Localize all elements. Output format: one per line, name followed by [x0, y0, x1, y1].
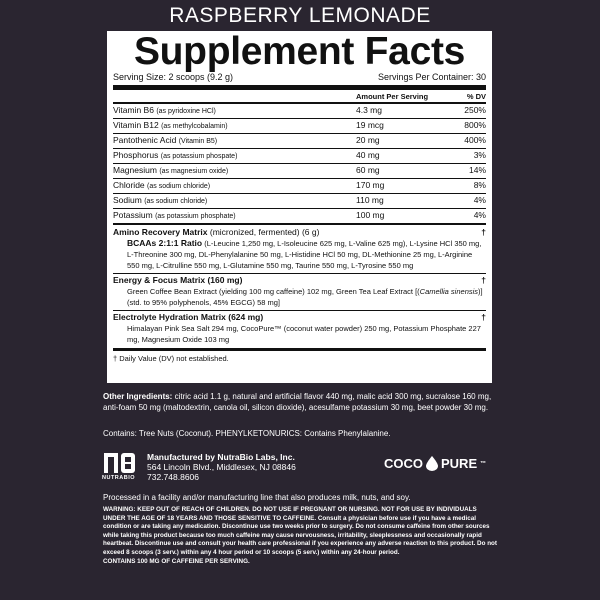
dagger-symbol: †	[481, 312, 486, 322]
nutrient-dv: 8%	[473, 180, 486, 190]
nutrient-name	[113, 104, 356, 118]
energy-matrix-name: Energy & Focus Matrix (160 mg)	[113, 275, 243, 285]
nutrient-label: Vitamin B6	[113, 105, 154, 115]
nutrient-amount: 100 mg	[356, 210, 385, 220]
nutrient-amount: 19 mcg	[356, 120, 384, 130]
divider-thick	[113, 85, 486, 90]
amino-matrix-qualifier: (micronized, fermented) (6 g)	[209, 227, 320, 237]
nutrient-label: Potassium	[113, 210, 153, 220]
nutrient-dv: 3%	[473, 150, 486, 160]
cocopure-trademark: ™	[480, 460, 487, 467]
nutrient-name	[113, 179, 356, 193]
dv-footnote: † Daily Value (DV) not established.	[113, 354, 229, 363]
nutrient-dv: 250%	[464, 105, 486, 115]
other-ingredients-text: citric acid 1.1 g, natural and artificial flavor 440 mg, malic acid 300 mg, sucralose 160 mg, anti-foam 50 mg (maltodextrin, canola oil, silicon dioxide), acesulfame potassium 30 mg, beet powder 30 mg.	[103, 392, 492, 412]
nutrient-amount: 40 mg	[356, 150, 380, 160]
nutrient-row	[113, 148, 486, 163]
energy-text-1: Green Coffee Bean Extract (yielding 100 mg caffeine) 102 mg, Green Tea Leaf Extract [(	[127, 287, 420, 296]
nutrient-row	[113, 163, 486, 178]
nutrient-label: Phosphorus	[113, 150, 159, 160]
supplement-facts-panel	[107, 31, 492, 383]
warning-statement	[103, 506, 498, 566]
manufacturer-name: Manufactured by NutraBio Labs, Inc.	[147, 452, 295, 462]
amino-matrix-name: Amino Recovery Matrix	[113, 227, 208, 237]
manufacturer-info	[147, 452, 296, 482]
energy-matrix-title	[113, 274, 486, 286]
nutrabio-logo-text: NUTRABIO	[102, 475, 136, 481]
nutrient-source: (as sodium chloride)	[147, 183, 211, 190]
nutrient-name	[113, 134, 356, 148]
facility-statement: Processed in a facility and/or manufacturing line that also produces milk, nuts, and soy.	[103, 493, 411, 502]
water-drop-icon	[426, 456, 438, 471]
manufacturer-phone: 732.748.8606	[147, 472, 199, 482]
nutrient-name	[113, 119, 356, 133]
nutrient-name	[113, 164, 356, 178]
amino-text: (L-Leucine 1,250 mg, L-Isoleucine 625 mg, L-Valine 625 mg), L-Lysine HCl 350 mg, L-Threonine 300 mg, DL-Phenylalanine 50 mg, L-Histidine HCl 50 mg, DL-Methionine 25 mg, L-Arginine 550 mg, L-Citrulline 550 mg, L-Glutamine 550 mg, Taurine 550 mg, L-Tyrosine 550 mg	[127, 239, 482, 270]
energy-text-italic: Camellia sinensis	[419, 287, 479, 296]
dagger-symbol: †	[481, 227, 486, 237]
panel-title: Supplement Facts	[133, 30, 466, 73]
dagger-symbol: †	[481, 275, 486, 285]
nutrient-label: Vitamin B12	[113, 120, 159, 130]
nutrient-row	[113, 193, 486, 208]
warning-text: WARNING: KEEP OUT OF REACH OF CHILDREN. DO NOT USE IF PREGNANT OR NURSING. NOT FOR USE BY INDIVIDUALS UNDER THE AGE OF 18 YEARS AND THOSE SENSITIVE TO CAFFEINE. Consult a physician before use if you have a medical condition or are taking any medication. Discontinue use two weeks prior to surgery. Do not consume caffeine from other sources while taking this product because too much caffeine may cause nervousness, irritability, sleeplessness and occasionally rapid heartbeat. Discontinue use and consult your health care professional if you experience any adverse reaction to this product. Do not exceed 8 scoops (3 serv.) within any 4 hour period or 10 scoops (5 serv.) within any 24-hour period.	[103, 506, 497, 556]
nutrient-source: (as sodium chloride)	[144, 198, 208, 205]
amino-matrix-title	[113, 226, 486, 238]
amount-header: Amount Per Serving	[356, 92, 429, 101]
nutrient-name	[113, 209, 356, 223]
nutrient-amount: 20 mg	[356, 135, 380, 145]
nutrient-dv: 14%	[468, 165, 486, 175]
other-ingredients	[103, 391, 498, 413]
nutrient-dv: 400%	[464, 135, 486, 145]
nutrient-name	[113, 194, 356, 208]
electrolyte-matrix-name: Electrolyte Hydration Matrix (624 mg)	[113, 312, 264, 322]
allergen-statement: Contains: Tree Nuts (Coconut). PHENYLKETONURICS: Contains Phenylalanine.	[103, 429, 391, 438]
nutrient-dv: 4%	[473, 210, 486, 220]
divider	[113, 223, 486, 225]
nutrient-row	[113, 178, 486, 193]
cocopure-logo	[384, 456, 486, 471]
nutrient-row	[113, 208, 486, 223]
caffeine-content: CONTAINS 100 MG OF CAFFEINE PER SERVING.	[103, 557, 250, 565]
divider-thick	[113, 348, 486, 351]
electrolyte-matrix-title	[113, 311, 486, 323]
manufacturer-address: 564 Lincoln Blvd., Middlesex, NJ 08846	[147, 462, 296, 472]
dv-header: % DV	[466, 92, 486, 101]
nutrient-source: (as potassium phospate)	[160, 153, 238, 160]
serving-size: Serving Size: 2 scoops (9.2 g)	[113, 72, 234, 82]
electrolyte-matrix-ingredients	[113, 323, 486, 345]
cocopure-left-text: COCO	[384, 456, 423, 471]
nutrient-label: Pantothenic Acid	[113, 135, 177, 145]
nutrient-amount: 110 mg	[356, 195, 384, 205]
energy-matrix-ingredients	[113, 286, 486, 308]
nutrient-label: Chloride	[113, 180, 145, 190]
cocopure-right-text: PURE	[441, 456, 478, 471]
nutrient-source: (as pyridoxine HCl)	[156, 108, 216, 115]
nutrient-name	[113, 149, 356, 163]
nutrient-amount: 4.3 mg	[356, 105, 382, 115]
serving-info	[113, 72, 486, 83]
other-ingredients-label: Other Ingredients:	[103, 392, 173, 401]
nutrient-dv: 800%	[464, 120, 486, 130]
nutrient-source: (as methylcobalamin)	[161, 123, 228, 130]
column-header	[113, 92, 486, 102]
nutrient-amount: 60 mg	[356, 165, 380, 175]
nutrient-row	[113, 133, 486, 148]
nutrient-table	[113, 104, 486, 223]
nutrient-source: (as potassium phosphate)	[155, 213, 236, 220]
flavor-name: RASPBERRY LEMONADE	[169, 4, 431, 27]
servings-per-container: Servings Per Container: 30	[377, 72, 486, 82]
nutrient-row	[113, 104, 486, 118]
nutrient-dv: 4%	[473, 195, 486, 205]
electrolyte-text: Himalayan Pink Sea Salt 294 mg, CocoPure™ (coconut water powder) 250 mg, Potassium Phosphate 227 mg, Magnesium Oxide 103 mg	[127, 324, 481, 344]
nutrient-row	[113, 118, 486, 133]
nutrient-label: Magnesium	[113, 165, 157, 175]
energy-text-2: )] (std. to 95% polyphenols, 45% EGCG) 58 mg]	[127, 287, 483, 307]
nutrient-source: (as magnesium oxide)	[159, 168, 229, 175]
nutrient-source: (Vitamin B5)	[178, 138, 218, 145]
nutrient-label: Sodium	[113, 195, 142, 205]
amino-matrix-ingredients	[113, 238, 486, 271]
nutrient-amount: 170 mg	[356, 180, 385, 190]
bcaa-label: BCAAs 2:1:1 Ratio	[127, 238, 203, 248]
